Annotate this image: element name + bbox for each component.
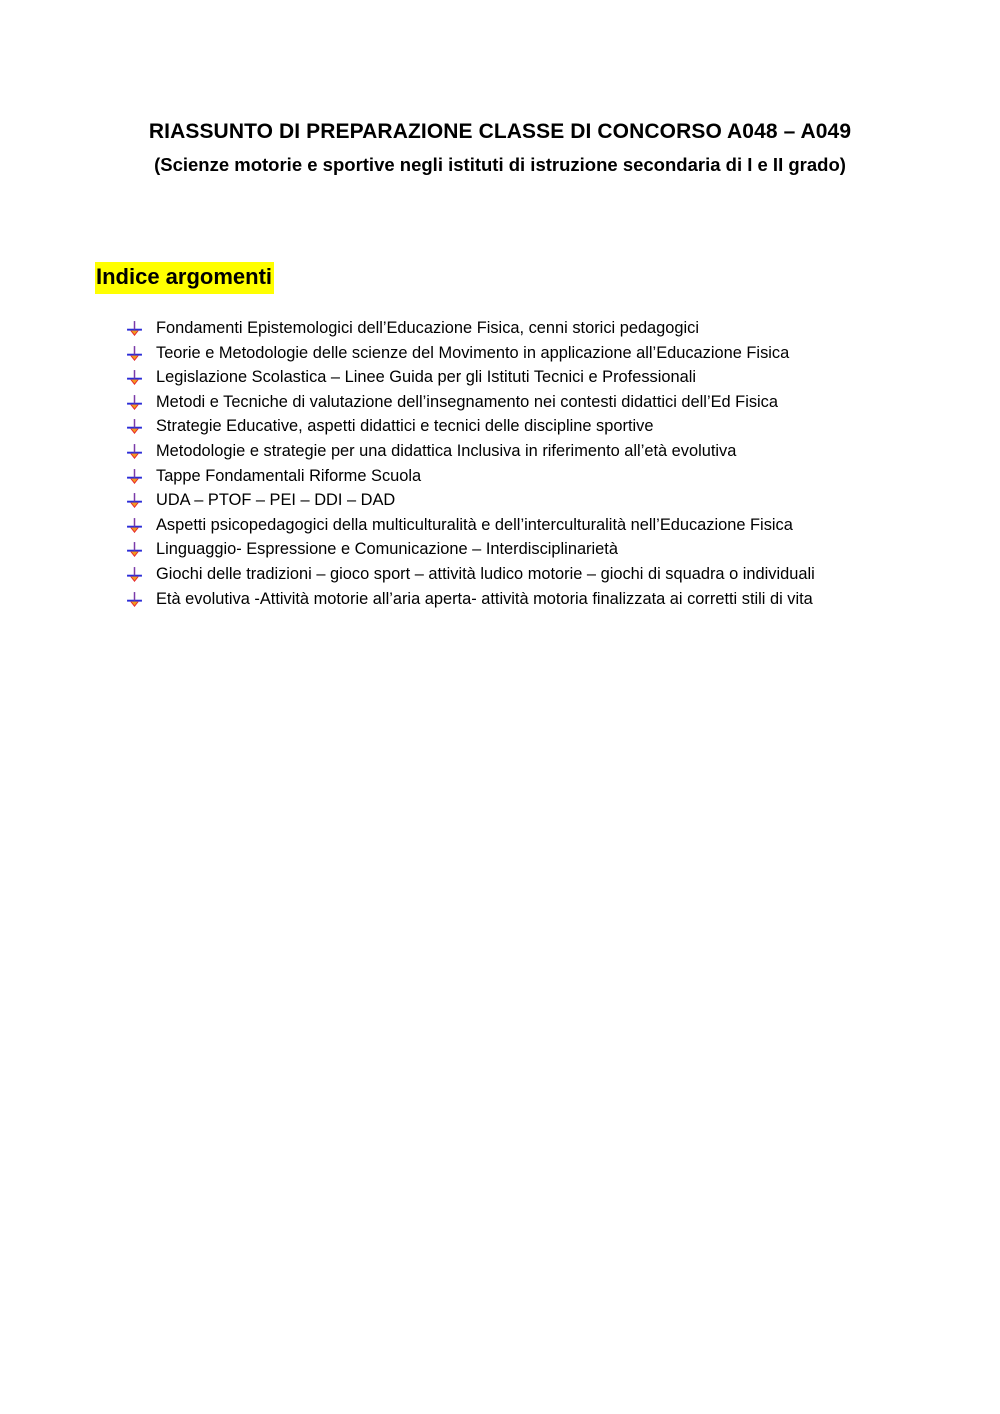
list-item	[126, 414, 896, 439]
list-item	[126, 537, 896, 562]
arrow-down-icon	[126, 345, 143, 362]
topic-text: Metodologie e strategie per una didattica Inclusiva in riferimento all’età evolutiva	[156, 441, 737, 460]
arrow-down-icon	[126, 443, 143, 460]
topic-text: UDA – PTOF – PEI – DDI – DAD	[156, 491, 396, 510]
topic-list	[126, 316, 896, 611]
topic-text: Tappe Fondamentali Riforme Scuola	[156, 466, 422, 485]
arrow-down-icon	[126, 591, 143, 608]
list-item	[126, 513, 896, 538]
arrow-down-icon	[126, 320, 143, 337]
topic-text: Legislazione Scolastica – Linee Guida per gli Istituti Tecnici e Professionali	[156, 368, 696, 387]
arrow-down-icon	[126, 566, 143, 583]
topic-text: Età evolutiva -Attività motorie all’aria aperta- attività motoria finalizzata ai corretti stili di vita	[156, 589, 813, 608]
list-item	[126, 316, 896, 341]
list-item	[126, 464, 896, 489]
arrow-down-icon	[126, 394, 143, 411]
arrow-down-icon	[126, 418, 143, 435]
list-item	[126, 341, 896, 366]
arrow-down-icon	[126, 541, 143, 558]
document-title: RIASSUNTO DI PREPARAZIONE CLASSE DI CONCORSO A048 – A049	[148, 120, 852, 143]
document-subtitle: (Scienze motorie e sportive negli istituti di istruzione secondaria di I e II grado)	[154, 154, 846, 175]
arrow-down-icon	[126, 517, 143, 534]
arrow-down-icon	[126, 492, 143, 509]
list-item	[126, 439, 896, 464]
topic-text: Strategie Educative, aspetti didattici e tecnici delle discipline sportive	[156, 417, 654, 436]
index-heading: Indice argomenti	[95, 262, 274, 294]
topic-text: Linguaggio- Espressione e Comunicazione – Interdisciplinarietà	[156, 540, 618, 559]
list-item	[126, 390, 896, 415]
topic-text: Aspetti psicopedagogici della multiculturalità e dell’interculturalità nell’Educazione Fisica	[156, 515, 793, 534]
list-item	[126, 562, 896, 587]
topic-text: Metodi e Tecniche di valutazione dell’insegnamento nei contesti didattici dell’Ed Fisica	[156, 392, 778, 411]
arrow-down-icon	[126, 369, 143, 386]
list-item	[126, 488, 896, 513]
list-item	[126, 587, 896, 612]
topic-text: Giochi delle tradizioni – gioco sport – attività ludico motorie – giochi di squadra o individuali	[156, 564, 815, 583]
list-item	[126, 365, 896, 390]
topic-text: Fondamenti Epistemologici dell’Educazione Fisica, cenni storici pedagogici	[156, 319, 699, 337]
topic-text: Teorie e Metodologie delle scienze del Movimento in applicazione all’Educazione Fisica	[156, 343, 790, 362]
arrow-down-icon	[126, 468, 143, 485]
